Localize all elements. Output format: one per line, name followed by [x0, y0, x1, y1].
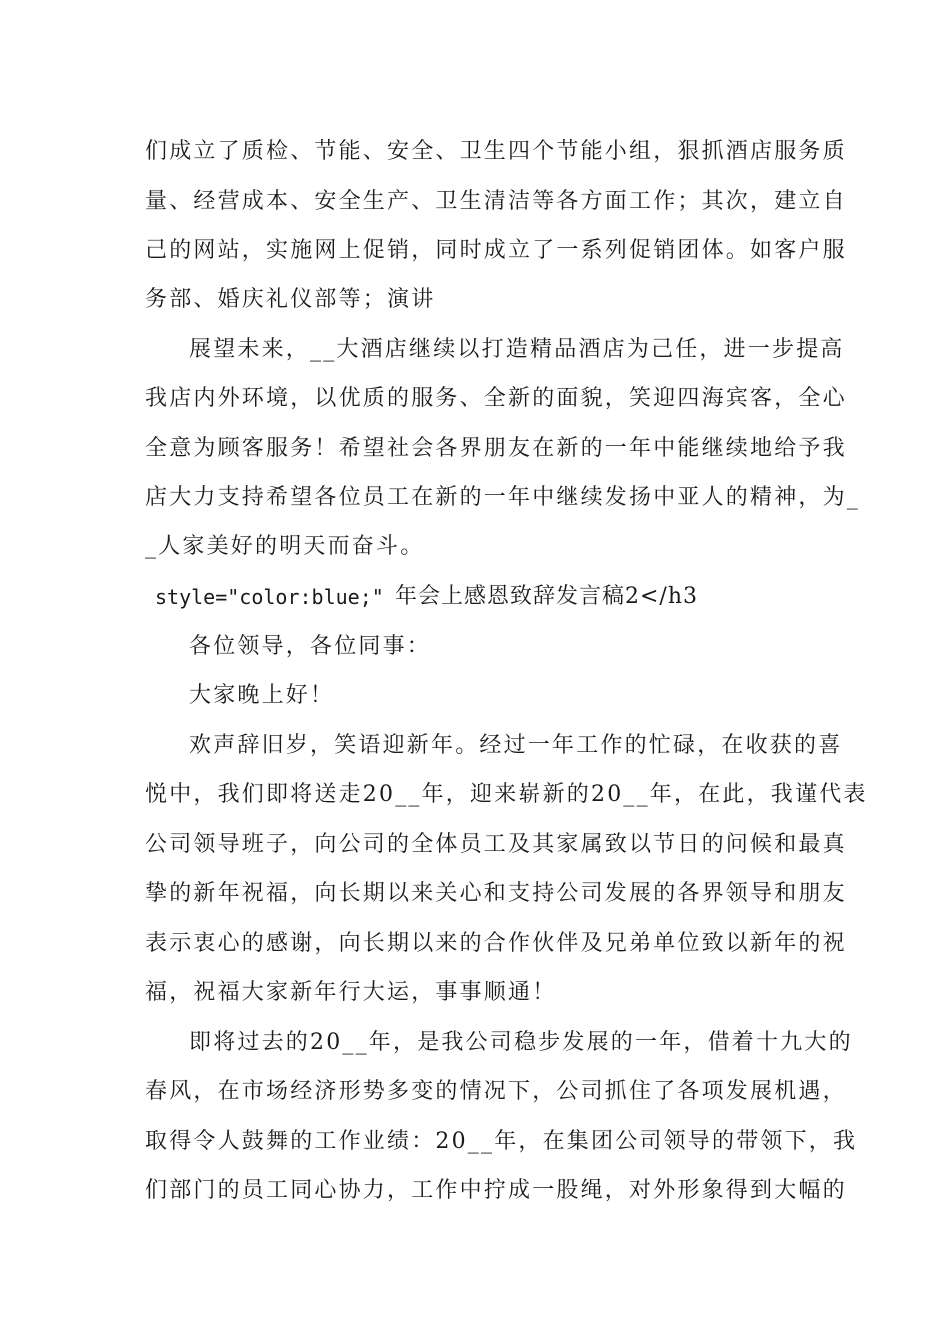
paragraph-line: 们成立了质检、节能、安全、卫生四个节能小组，狠抓酒店服务质 — [145, 139, 847, 164]
greeting-line: 各位领导，各位同事： — [189, 634, 432, 659]
paragraph-line: 表示衷心的感谢，向长期以来的合作伙伴及兄弟单位致以新年的祝 — [145, 931, 847, 956]
paragraph-line: 们部门的员工同心协力，工作中拧成一股绳，对外形象得到大幅的 — [145, 1178, 847, 1203]
paragraph-line: 悦中，我们即将送走20__年，迎来崭新的20__年，在此，我谨代表 — [145, 782, 868, 807]
greeting-line: 大家晚上好！ — [189, 683, 335, 708]
paragraph-line: 即将过去的20__年，是我公司稳步发展的一年，借着十九大的 — [189, 1030, 853, 1055]
paragraph-line: 取得令人鼓舞的工作业绩：20__年，在集团公司领导的带领下，我 — [145, 1129, 858, 1154]
paragraph-line: 全意为顾客服务！希望社会各界朋友在新的一年中能继续地给予我 — [145, 436, 847, 461]
paragraph-line: 我店内外环境，以优质的服务、全新的面貌，笑迎四海宾客，全心 — [145, 386, 847, 411]
paragraph-line: 春风，在市场经济形势多变的情况下，公司抓住了各项发展机遇， — [145, 1079, 847, 1104]
paragraph-line: 挚的新年祝福，向长期以来关心和支持公司发展的各界领导和朋友 — [145, 881, 847, 906]
paragraph-line: _人家美好的明天而奋斗。 — [145, 534, 425, 559]
paragraph-line: 欢声辞旧岁，笑语迎新年。经过一年工作的忙碌，在收获的喜 — [189, 733, 843, 758]
heading-markup-text: style="color:blue;" — [155, 585, 384, 609]
paragraph-line: 店大力支持希望各位员工在新的一年中继续发扬中亚人的精神，为_ — [145, 485, 861, 510]
paragraph-line: 量、经营成本、安全生产、卫生清洁等各方面工作；其次，建立自 — [145, 189, 847, 214]
paragraph-line: 公司领导班子，向公司的全体员工及其家属致以节日的问候和最真 — [145, 832, 847, 857]
paragraph-line: 福，祝福大家新年行大运，事事顺通！ — [145, 980, 557, 1005]
heading-title: 年会上感恩致辞发言稿2</h3 — [395, 584, 699, 609]
paragraph-line: 己的网站，实施网上促销，同时成立了一系列促销团体。如客户服 — [145, 238, 847, 263]
paragraph-line: 展望未来，__大酒店继续以打造精品酒店为己任，进一步提高 — [189, 337, 845, 362]
paragraph-line: 务部、婚庆礼仪部等；演讲 — [145, 287, 436, 312]
